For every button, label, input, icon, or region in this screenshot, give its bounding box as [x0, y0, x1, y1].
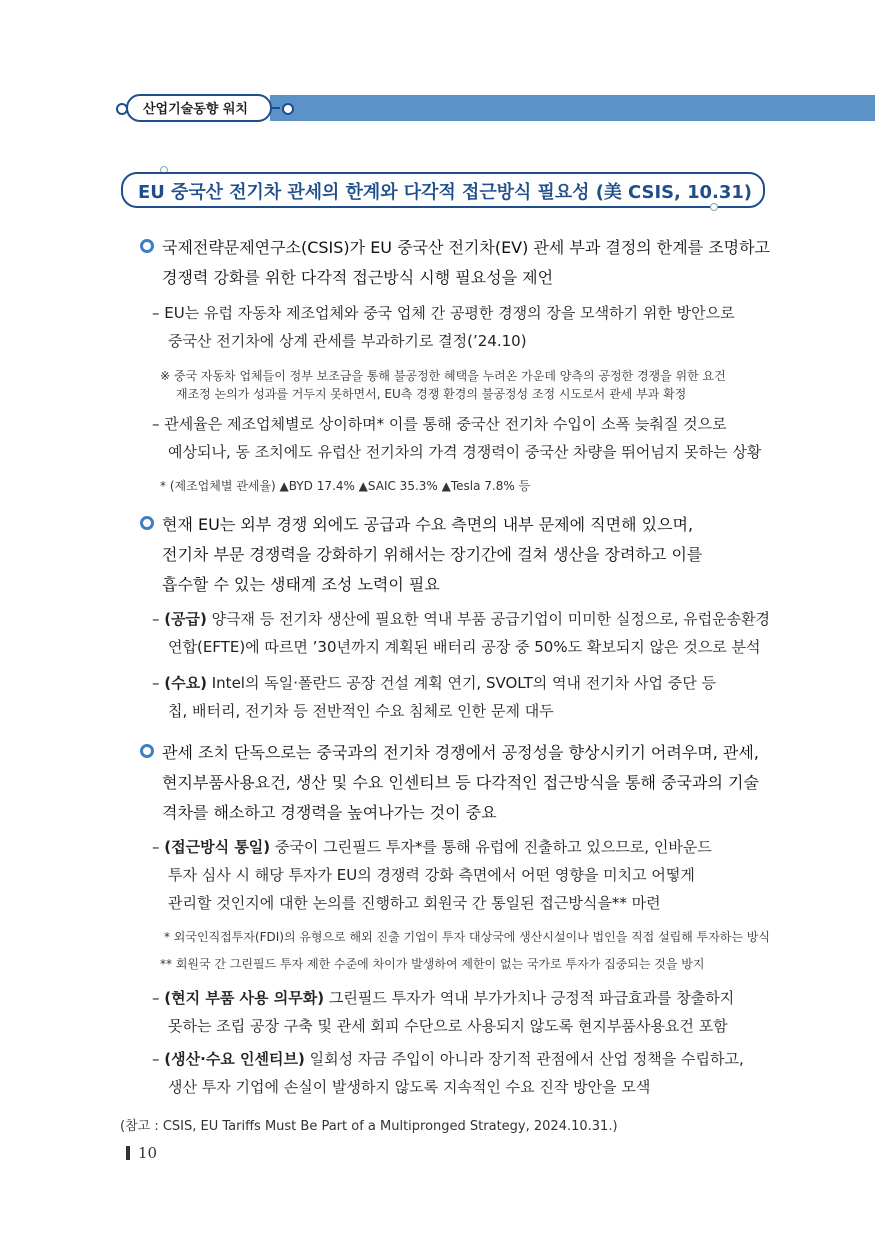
- b1-note-1-line-2: 재조정 논의가 성과를 거두지 못하면서, EU측 경쟁 환경의 불공정성 조정 시도로서 관세 부과 확정: [176, 387, 687, 401]
- bullet-3-line-1: 관세 조치 단독으로는 중국과의 전기차 경쟁에서 공정성을 향상시키기 어려우며, 관세,: [162, 743, 759, 762]
- b3-dash-2-line-1: – (현지 부품 사용 의무화) 그린필드 투자가 역내 부가가치나 긍정적 파급효과를 창출하지: [152, 989, 735, 1007]
- page-number: 10: [138, 1144, 158, 1162]
- title-dot-bottom: [710, 203, 718, 211]
- b3-dash-1-text: 중국이 그린필드 투자*를 통해 유럽에 진출하고 있으므로, 인바운드: [270, 838, 712, 856]
- bullet-2-line-2: 전기차 부문 경쟁력을 강화하기 위해서는 장기간에 걸쳐 생산을 장려하고 이를: [162, 545, 703, 564]
- bullet-icon: [140, 239, 154, 253]
- b2-dash-2-text: Intel의 독일·폴란드 공장 건설 계획 연기, SVOLT의 역내 전기차 사업 중단 등: [206, 674, 716, 692]
- b2-dash-1-key: (공급): [164, 610, 207, 628]
- b3-dash-3-key: (생산·수요 인센티브): [164, 1050, 305, 1068]
- b2-dash-1-text: 양극재 등 전기차 생산에 필요한 역내 부품 공급기업이 미미한 실정으로, 유럽운송환경: [206, 610, 770, 628]
- bullet-2-line-1: 현재 EU는 외부 경쟁 외에도 공급과 수요 측면의 내부 문제에 직면해 있으며,: [162, 515, 694, 534]
- section-label: 산업기술동향 워치: [143, 102, 248, 117]
- b3-dash-2-text: 그린필드 투자가 역내 부가가치나 긍정적 파급효과를 창출하지: [324, 989, 735, 1007]
- bullet-2-line-3: 흡수할 수 있는 생태계 조성 노력이 필요: [162, 575, 440, 594]
- header-dot-right: [282, 103, 294, 115]
- b3-dash-3-line-1: – (생산·수요 인센티브) 일회성 자금 주입이 아니라 장기적 관점에서 산업 정책을 수립하고,: [152, 1050, 744, 1068]
- bullet-1-line-1: 국제전략문제연구소(CSIS)가 EU 중국산 전기차(EV) 관세 부과 결정의 한계를 조명하고: [162, 238, 770, 257]
- bullet-icon: [140, 744, 154, 758]
- b1-dash-1-line-1: – EU는 유럽 자동차 제조업체와 중국 업체 간 공평한 경쟁의 장을 모색하기 위한 방안으로: [152, 304, 735, 322]
- page-marker: [126, 1146, 130, 1160]
- b1-note-1-line-1: ※ 중국 자동차 업체들이 정부 보조금을 통해 불공정한 혜택을 누려온 가운데 양측의 공정한 경쟁을 위한 요건: [160, 369, 726, 383]
- b3-dash-2-line-2: 못하는 조립 공장 구축 및 관세 회피 수단으로 사용되지 않도록 현지부품사용요건 포함: [168, 1017, 728, 1035]
- header-bar: [270, 95, 875, 121]
- b2-dash-1-line-1: – (공급) 양극재 등 전기차 생산에 필요한 역내 부품 공급기업이 미미한 실정으로, 유럽운송환경: [152, 610, 770, 628]
- b2-dash-2-key: (수요): [164, 674, 207, 692]
- b2-dash-1-line-2: 연합(EFTE)에 따르면 ’30년까지 계획된 배터리 공장 중 50%도 확보되지 않은 것으로 분석: [168, 638, 761, 656]
- b1-note-2: * (제조업체별 관세율) ▲BYD 17.4% ▲SAIC 35.3% ▲Tesla 7.8% 등: [160, 479, 531, 493]
- b3-dash-2-key: (현지 부품 사용 의무화): [164, 989, 325, 1007]
- b3-dash-1-line-2: 투자 심사 시 해당 투자가 EU의 경쟁력 강화 측면에서 어떤 영향을 미치고 어떻게: [168, 866, 695, 884]
- b3-note-2: ** 회원국 간 그린필드 투자 제한 수준에 차이가 발생하여 제한이 없는 국가로 투자가 집중되는 것을 방지: [160, 957, 705, 971]
- b3-dash-1-key: (접근방식 통일): [164, 838, 271, 856]
- bullet-icon: [140, 516, 154, 530]
- bullet-3-line-2: 현지부품사용요건, 생산 및 수요 인센티브 등 다각적인 접근방식을 통해 중국과의 기술: [162, 773, 759, 792]
- bullet-3-line-3: 격차를 해소하고 경쟁력을 높여나가는 것이 중요: [162, 803, 497, 822]
- page-title: EU 중국산 전기차 관세의 한계와 다각적 접근방식 필요성 (美 CSIS, 10.31): [138, 182, 752, 203]
- b1-dash-2-line-1: – 관세율은 제조업체별로 상이하며* 이를 통해 중국산 전기차 수입이 소폭 늦춰질 것으로: [152, 415, 727, 433]
- reference: (참고 : CSIS, EU Tariffs Must Be Part of a Multipronged Strategy, 2024.10.31.): [120, 1119, 618, 1134]
- b3-dash-1-line-3: 관리할 것인지에 대한 논의를 진행하고 회원국 간 통일된 접근방식을** 마련: [168, 894, 661, 912]
- b2-dash-2-line-1: – (수요) Intel의 독일·폴란드 공장 건설 계획 연기, SVOLT의 역내 전기차 사업 중단 등: [152, 674, 716, 692]
- b1-dash-2-line-2: 예상되나, 동 조치에도 유럽산 전기차의 가격 경쟁력이 중국산 차량을 뛰어넘지 못하는 상황: [168, 443, 762, 461]
- b1-dash-1-line-2: 중국산 전기차에 상계 관세를 부과하기로 결정(’24.10): [168, 332, 527, 350]
- b3-dash-3-text: 일회성 자금 주입이 아니라 장기적 관점에서 산업 정책을 수립하고,: [304, 1050, 744, 1068]
- bullet-1-line-2: 경쟁력 강화를 위한 다각적 접근방식 시행 필요성을 제언: [162, 268, 554, 287]
- b3-note-1: * 외국인직접투자(FDI)의 유형으로 해외 진출 기업이 투자 대상국에 생산시설이나 법인을 직접 설립해 투자하는 방식: [164, 930, 770, 944]
- b3-dash-1-line-1: – (접근방식 통일) 중국이 그린필드 투자*를 통해 유럽에 진출하고 있으므로, 인바운드: [152, 838, 712, 856]
- b3-dash-3-line-2: 생산 투자 기업에 손실이 발생하지 않도록 지속적인 수요 진작 방안을 모색: [168, 1078, 651, 1096]
- b2-dash-2-line-2: 칩, 배터리, 전기차 등 전반적인 수요 침체로 인한 문제 대두: [168, 702, 554, 720]
